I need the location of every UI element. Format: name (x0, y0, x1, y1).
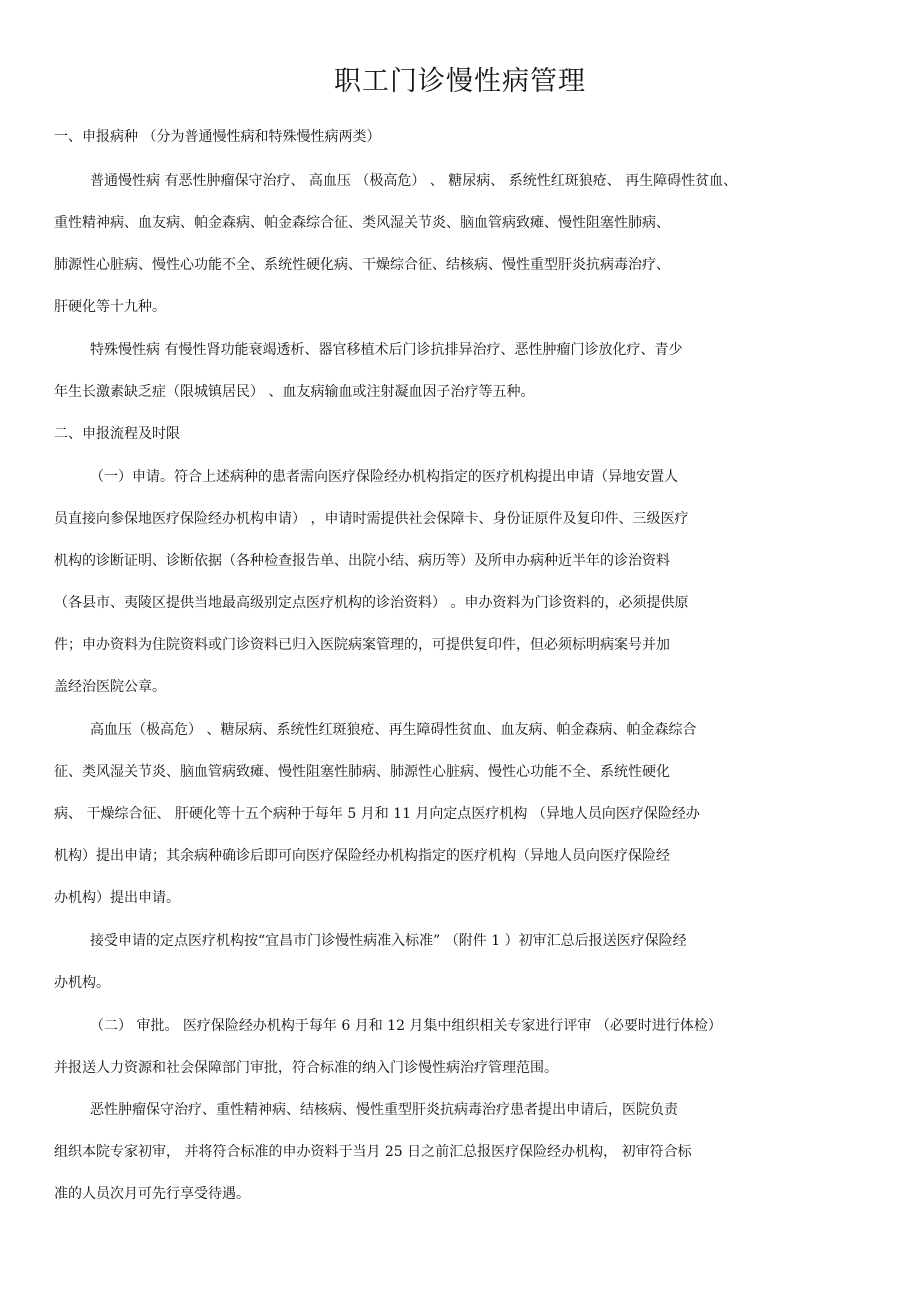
paragraph-line: （二） 审批。 医疗保险经办机构于每年 6 月和 12 月集中组织相关专家进行评审 （必要时进行体检） (90, 1018, 722, 1034)
paragraph-line: （一）申请。符合上述病种的患者需向医疗保险经办机构指定的医疗机构提出申请（异地安置人 (90, 469, 678, 485)
paragraph-line: 并报送人力资源和社会保障部门审批，符合标准的纳入门诊慢性病治疗管理范围。 (54, 1060, 558, 1076)
paragraph-line: 机构的诊断证明、诊断依据（各种检查报告单、出院小结、病历等）及所申办病种近半年的诊治资料 (54, 553, 670, 569)
paragraph-line: （各县市、夷陵区提供当地最高级别定点医疗机构的诊治资料） 。申办资料为门诊资料的，必须提供原 (54, 595, 689, 611)
paragraph-line: 征、类风湿关节炎、脑血管病致瘫、慢性阻塞性肺病、肺源性心脏病、慢性心功能不全、系统性硬化 (54, 764, 670, 780)
paragraph-line: 恶性肿瘤保守治疗、重性精神病、结核病、慢性重型肝炎抗病毒治疗患者提出申请后，医院负责 (90, 1102, 678, 1118)
paragraph-line: 准的人员次月可先行享受待遇。 (54, 1186, 250, 1202)
paragraph-line: 病、 干燥综合征、 肝硬化等十五个病种于每年 5 月和 11 月向定点医疗机构 （异地人员向医疗保险经办 (54, 806, 700, 822)
section-heading: 二、申报流程及时限 (54, 426, 180, 442)
paragraph-line: 特殊慢性病 有慢性肾功能衰竭透析、器官移植术后门诊抗排异治疗、恶性肿瘤门诊放化疗、青少 (90, 342, 683, 358)
paragraph-line: 办机构）提出申请。 (54, 890, 180, 906)
paragraph-line: 组织本院专家初审， 并将符合标准的申办资料于当月 25 日之前汇总报医疗保险经办机构， 初审符合标 (54, 1144, 692, 1160)
paragraph-line: 肺源性心脏病、慢性心功能不全、系统性硬化病、干燥综合征、结核病、慢性重型肝炎抗病毒治疗、 (54, 257, 670, 273)
paragraph-line: 年生长激素缺乏症（限城镇居民） 、血友病输血或注射凝血因子治疗等五种。 (54, 384, 535, 400)
paragraph-line: 高血压（极高危） 、糖尿病、系统性红斑狼疮、再生障碍性贫血、血友病、帕金森病、帕金森综合 (90, 722, 697, 738)
document-title: 职工门诊慢性病管理 (334, 66, 586, 97)
paragraph-line: 件；申办资料为住院资料或门诊资料已归入医院病案管理的，可提供复印件，但必须标明病案号并加 (54, 637, 670, 653)
section-heading: 一、申报病种 （分为普通慢性病和特殊慢性病两类） (54, 129, 381, 145)
paragraph-line: 接受申请的定点医疗机构按“宜昌市门诊慢性病准入标准” （附件 1 ）初审汇总后报送医疗保险经 (90, 933, 687, 949)
paragraph-line: 办机构。 (54, 975, 110, 991)
paragraph-line: 盖经治医院公章。 (54, 679, 166, 695)
paragraph-line: 重性精神病、血友病、帕金森病、帕金森综合征、类风湿关节炎、脑血管病致瘫、慢性阻塞性肺病、 (54, 215, 670, 231)
paragraph-line: 肝硬化等十九种。 (54, 299, 166, 315)
paragraph-line: 普通慢性病 有恶性肿瘤保守治疗、 高血压 （极高危） 、 糖尿病、 系统性红斑狼疮、 再生障碍性贫血、 (90, 173, 738, 189)
paragraph-line: 员直接向参保地医疗保险经办机构申请） ，申请时需提供社会保障卡、身份证原件及复印件、三级医疗 (54, 511, 689, 527)
paragraph-line: 机构）提出申请；其余病种确诊后即可向医疗保险经办机构指定的医疗机构（异地人员向医疗保险经 (54, 848, 670, 864)
